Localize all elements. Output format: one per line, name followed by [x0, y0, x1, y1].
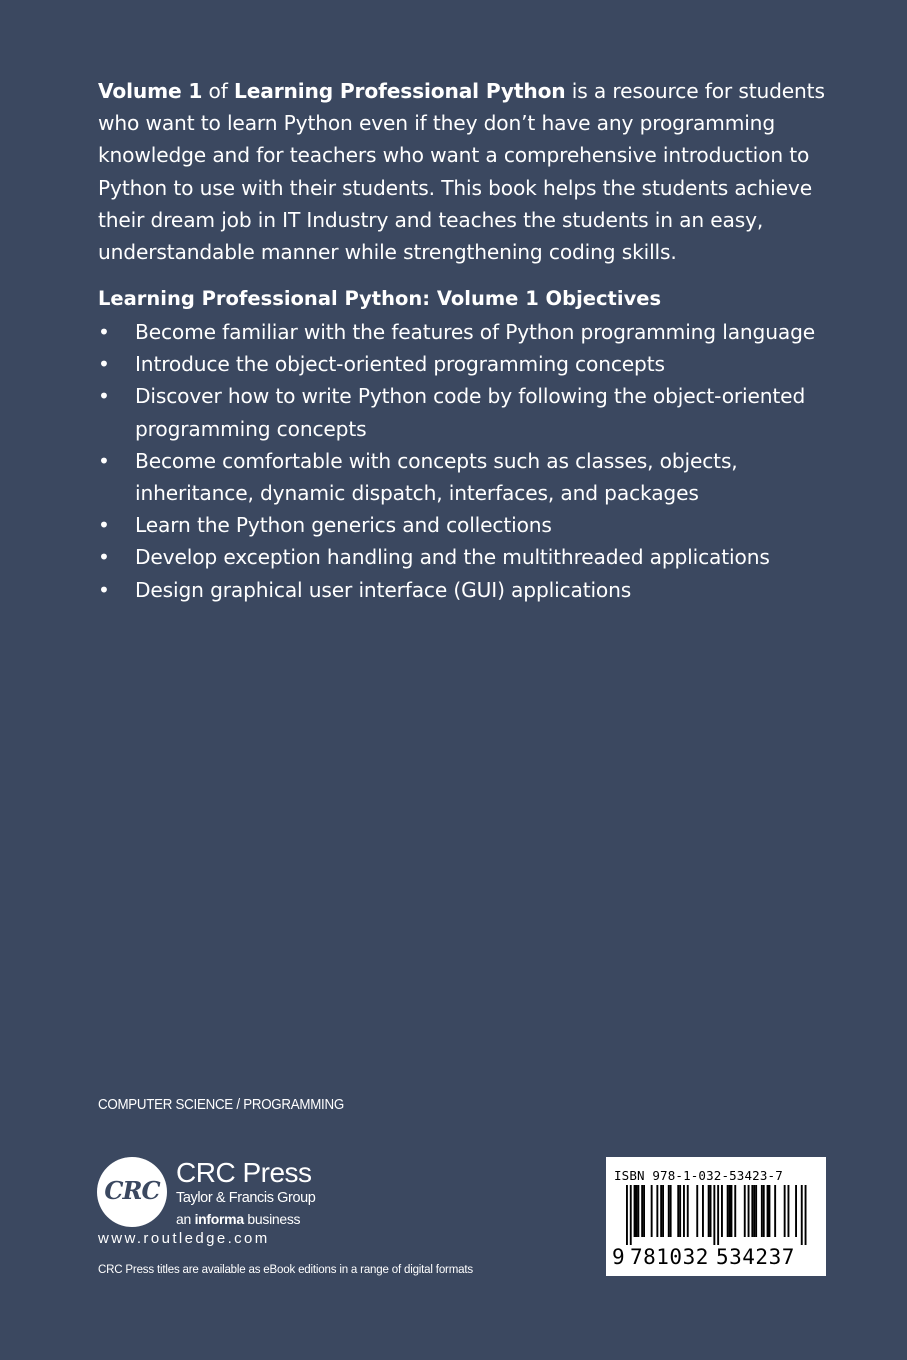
barcode-bar [788, 1185, 790, 1237]
bullet: • [98, 448, 110, 473]
barcode-bar [656, 1185, 658, 1237]
list-item [98, 316, 838, 348]
barcode-bar [643, 1185, 645, 1237]
barcode-guard-bar [801, 1185, 803, 1245]
objective-text: Discover how to write Python code by following the object-oriented programming concepts [135, 384, 806, 441]
barcode-bar [677, 1185, 679, 1237]
barcode-bar [687, 1185, 689, 1237]
publisher-business [176, 1210, 300, 1228]
publisher-name: CRC Press [176, 1157, 312, 1188]
objective-text: Design graphical user interface (GUI) applications [135, 577, 632, 602]
barcode-bar [727, 1185, 729, 1237]
description-paragraph [98, 75, 833, 268]
logo-text: CRC [104, 1176, 160, 1205]
barcode-bar [731, 1185, 733, 1237]
barcode-box [606, 1157, 826, 1276]
objective-text: Develop exception handling and the multithreaded applications [135, 545, 770, 570]
bullet: • [98, 320, 110, 344]
subject-category: COMPUTER SCIENCE / PROGRAMMING [98, 1097, 344, 1113]
business-suffix: business [243, 1211, 301, 1227]
barcode-digits-right: 534237 [716, 1245, 795, 1269]
objective-text: Become comfortable with concepts such as classes, objects, inheritance, dynamic dispatch, interfaces, and packages [135, 448, 738, 506]
barcode-bar [761, 1185, 763, 1237]
crc-logo-icon [97, 1157, 167, 1227]
bullet: • [98, 352, 110, 377]
description-of: of [202, 79, 234, 103]
barcode-guard-bar [717, 1185, 719, 1245]
barcode-digits-left: 781032 [630, 1245, 709, 1269]
objectives-list [98, 316, 838, 606]
barcode-bar [636, 1185, 638, 1237]
barcode-bar [696, 1185, 698, 1237]
barcode-bar [753, 1185, 755, 1237]
barcode-bar [769, 1185, 771, 1237]
publisher-group: Taylor & Francis Group [176, 1190, 316, 1206]
bullet: • [98, 384, 110, 409]
list-item [98, 509, 838, 541]
list-item [98, 380, 838, 444]
barcode-bar [660, 1185, 662, 1237]
barcode-bar [668, 1185, 670, 1237]
objective-text: Introduce the object-oriented programming concepts [135, 352, 665, 377]
barcode-bar [702, 1185, 704, 1237]
barcode-guard-bar [713, 1185, 715, 1245]
barcode-bar [708, 1185, 710, 1237]
series-title: Learning Professional Python [233, 79, 566, 103]
barcode-bar [734, 1185, 736, 1237]
barcode-bar [795, 1185, 797, 1237]
objective-text: Learn the Python generics and collections [135, 513, 552, 538]
barcode-bar [763, 1185, 765, 1237]
barcode-digit-first: 9 [612, 1245, 625, 1269]
barcode-bar [634, 1185, 636, 1237]
ebook-note: CRC Press titles are available as eBook editions in a range of digital formats [98, 1262, 473, 1276]
barcode-bar [641, 1185, 643, 1237]
barcode-bar [751, 1185, 753, 1237]
barcode-bar [683, 1185, 685, 1237]
barcode-bar [670, 1185, 672, 1237]
barcode-guard-bar [630, 1185, 632, 1245]
barcode-bar [744, 1185, 746, 1237]
objective-text: Become familiar with the features of Python programming language [135, 320, 816, 344]
objectives-heading: Learning Professional Python: Volume 1 Objectives [98, 287, 662, 310]
barcode-bar [748, 1185, 750, 1237]
barcode-bar [721, 1185, 723, 1237]
bullet: • [98, 545, 110, 570]
isbn-label: ISBN 978-1-032-53423-7 [614, 1168, 783, 1183]
list-item [98, 541, 838, 573]
barcode-bar [729, 1185, 731, 1237]
informa-brand: informa [194, 1211, 244, 1227]
list-item [98, 348, 838, 380]
barcode-bar [755, 1185, 757, 1237]
business-prefix: an [176, 1211, 195, 1227]
barcode-bar [679, 1185, 681, 1237]
barcode-bar [651, 1185, 653, 1237]
barcode-bar [767, 1185, 769, 1237]
publisher-website: www.routledge.com [98, 1230, 270, 1247]
volume-label: Volume 1 [98, 79, 203, 103]
barcode-guard-bar [805, 1185, 807, 1245]
barcode-bar [662, 1185, 664, 1237]
list-item [98, 445, 838, 509]
bullet: • [98, 577, 110, 602]
description-body: is a resource for students who want to learn Python even if they don’t have any programming knowledge and for teachers who want a comprehensive introduction to Python to use with their students. This book helps the students achieve their dream job in IT Industry and teaches the students in an easy, understandable manner while strengthening coding skills. [98, 79, 825, 265]
barcode-guard-bar [626, 1185, 628, 1245]
barcode-bar [710, 1185, 712, 1237]
barcode-bar [784, 1185, 786, 1237]
barcode-bar [774, 1185, 776, 1237]
list-item [98, 574, 838, 606]
bullet: • [98, 513, 110, 538]
barcode-bar [637, 1185, 639, 1237]
barcode-icon [614, 1185, 818, 1245]
